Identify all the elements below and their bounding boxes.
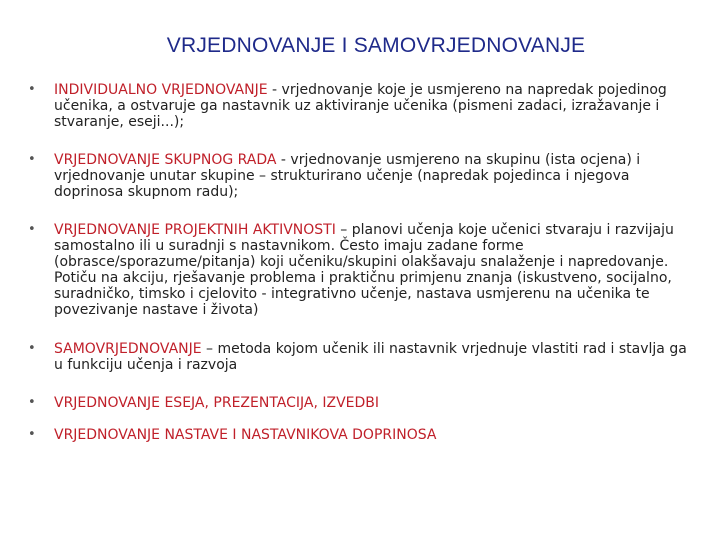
bullet-icon: • — [28, 427, 36, 442]
bullet-icon: • — [28, 395, 36, 410]
bullet-icon: • — [28, 222, 36, 237]
item-heading: INDIVIDUALNO VRJEDNOVANJE — [54, 82, 268, 98]
list-item — [24, 222, 694, 318]
item-text: - vrjednovanje koje je usmjereno na napredak pojedinog učenika, a ostvaruje ga nastavnik uz aktiviranje učenika (pismeni zadaci, izražavanje i stvaranje, eseji...); — [54, 82, 667, 130]
item-heading: VRJEDNOVANJE NASTAVE I NASTAVNIKOVA DOPRINOSA — [54, 427, 437, 443]
bullet-icon: • — [28, 341, 36, 356]
item-text: - vrjednovanje usmjereno na skupinu (ista ocjena) i vrjednovanje unutar skupine – strukturirano učenje (napredak pojedinca i njegova doprinosa skupnom radu); — [54, 152, 641, 200]
list-item — [24, 82, 694, 130]
list-item — [24, 341, 694, 373]
item-heading: SAMOVRJEDNOVANJE — [54, 341, 202, 357]
item-heading: VRJEDNOVANJE PROJEKTNIH AKTIVNOSTI — [54, 222, 336, 238]
bullet-list — [24, 82, 694, 443]
item-text: – metoda kojom učenik ili nastavnik vrjednuje vlastiti rad i stavlja ga u funkciju učenja i razvoja — [54, 341, 687, 373]
bullet-icon: • — [28, 152, 36, 167]
list-item — [24, 395, 694, 411]
list-item — [24, 152, 694, 200]
bullet-icon: • — [28, 82, 36, 97]
item-heading: VRJEDNOVANJE SKUPNOG RADA — [54, 152, 277, 168]
slide-title: VRJEDNOVANJE I SAMOVRJEDNOVANJE — [166, 34, 586, 57]
item-text: – planovi učenja koje učenici stvaraju i razvijaju samostalno ili u suradnji s nastavnikom. Često imaju zadane forme (obrasce/sporazume/pitanja) koji učeniku/skupini olakšavaju snalaženje i napredovanje. Potiču na akciju, rješavanje problema i praktičnu primjenu znanja (iskustveno, socijalno, suradničko, timsko i cjelovito - integrativno učenje, nastava usmjerenu na učenika te povezivanje nastave i života) — [54, 222, 674, 318]
item-heading: VRJEDNOVANJE ESEJA, PREZENTACIJA, IZVEDBI — [54, 395, 380, 411]
list-item — [24, 427, 694, 443]
